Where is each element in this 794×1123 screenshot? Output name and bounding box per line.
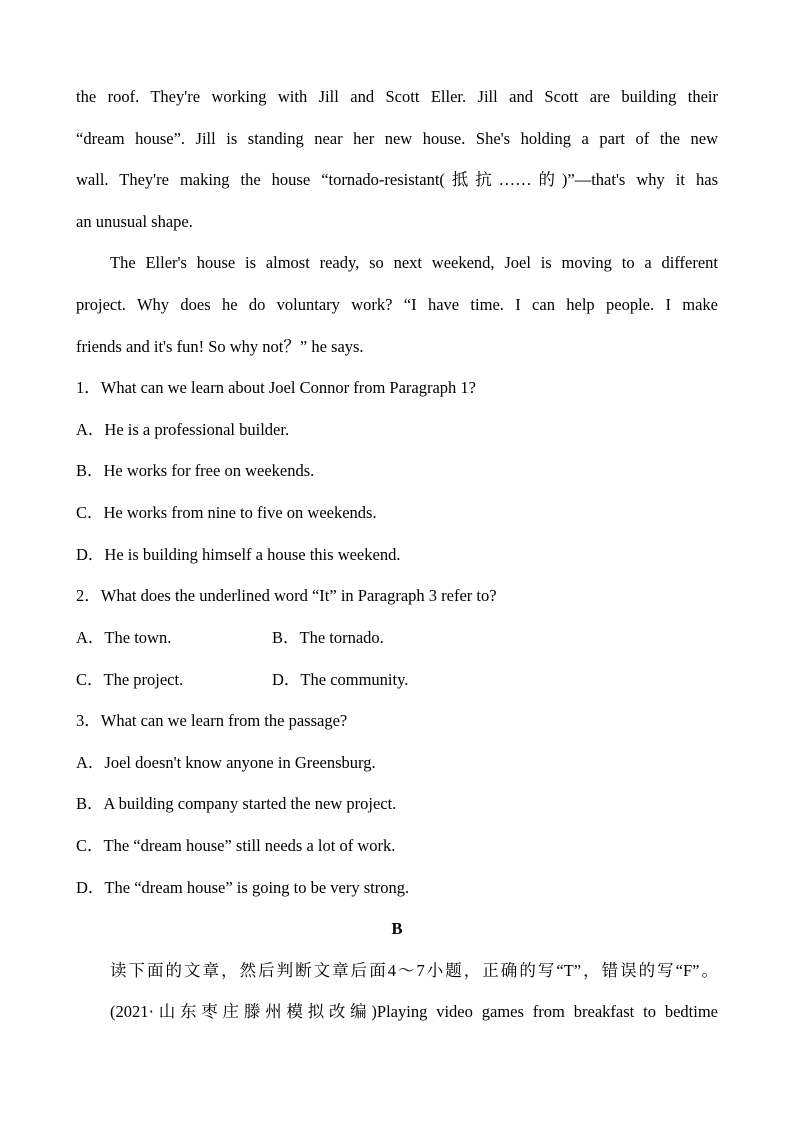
answer-option: B．The tornado.: [272, 628, 384, 647]
passage-line: friends and it's fun! So why not？” he says.: [76, 337, 364, 356]
answer-option: D．He is building himself a house this weekend.: [76, 545, 401, 564]
answer-option: A．He is a professional builder.: [76, 420, 290, 439]
answer-option: A．Joel doesn't know anyone in Greensburg.: [76, 753, 376, 772]
passage-line: project. Why does he do voluntary work? “I have time. I can help people. I make: [76, 295, 718, 314]
section-instruction: 读下面的文章，然后判断文章后面4～7小题，正确的写“T”，错误的写“F”。: [110, 961, 718, 980]
answer-option: D．The “dream house” is going to be very strong.: [76, 878, 410, 897]
question-stem: 3．What can we learn from the passage?: [76, 711, 348, 730]
section-heading: B: [391, 919, 403, 938]
passage-source-line: (2021·山东枣庄滕州模拟改编)Playing video games from breakfast to bedtime: [110, 1002, 718, 1021]
answer-option: B．A building company started the new project.: [76, 794, 397, 813]
answer-option: C．The “dream house” still needs a lot of work.: [76, 836, 396, 855]
passage-line: The Eller's house is almost ready, so next weekend, Joel is moving to a different: [110, 253, 718, 272]
passage-line: wall. They're making the house “tornado-resistant(抵抗……的)”—that's why it has: [76, 170, 718, 189]
answer-option: B．He works for free on weekends.: [76, 461, 315, 480]
question-stem: 2．What does the underlined word “It” in Paragraph 3 refer to?: [76, 586, 497, 605]
answer-option: D．The community.: [272, 670, 409, 689]
question-stem: 1．What can we learn about Joel Connor from Paragraph 1?: [76, 378, 476, 397]
passage-line: “dream house”. Jill is standing near her new house. She's holding a part of the new: [76, 129, 718, 148]
passage-line: an unusual shape.: [76, 212, 193, 231]
answer-option: C．He works from nine to five on weekends.: [76, 503, 377, 522]
answer-option: A．The town.: [76, 628, 172, 647]
answer-option: C．The project.: [76, 670, 184, 689]
passage-line: the roof. They're working with Jill and Scott Eller. Jill and Scott are building their: [76, 87, 718, 106]
